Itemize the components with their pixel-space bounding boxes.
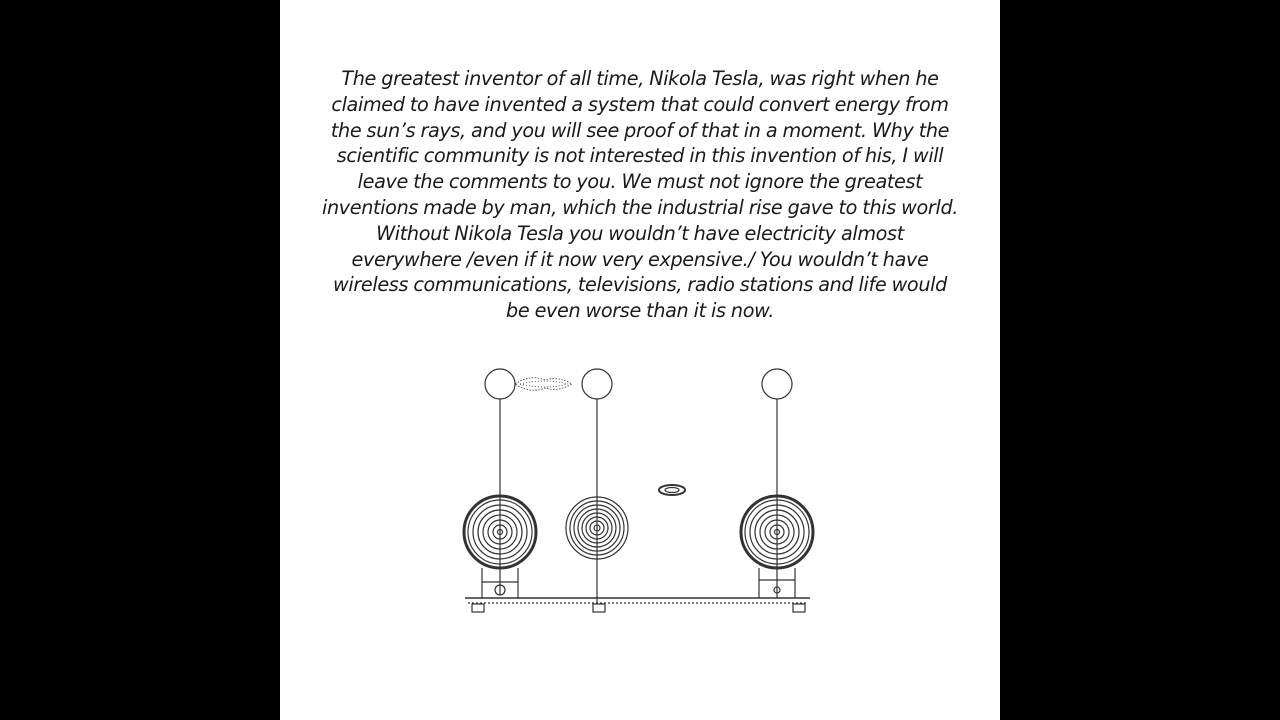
small-receiver xyxy=(659,485,685,495)
ground-strip xyxy=(465,598,810,612)
middle-station xyxy=(566,369,628,604)
tesla-wireless-diagram xyxy=(460,360,820,630)
document-page xyxy=(280,0,1000,720)
right-station xyxy=(741,369,813,598)
spark-discharge xyxy=(515,378,572,391)
left-station xyxy=(464,369,536,598)
body-paragraph: The greatest inventor of all time, Nikola Tesla, was right when he claimed to have invented a system that could convert energy from the sun’s rays, and you will see proof of that in a moment. Why the scientific community is not interested in this invention of his, I will leave the comments to you. We must not ignore the greatest inventions made by man, which the industrial rise gave to this world. Without Nikola Tesla you wouldn’t have electricity almost everywhere /even if it now very expensive./ You wouldn’t have wireless communications, televisions, radio stations and life would be even worse than it is now. xyxy=(321,67,959,323)
